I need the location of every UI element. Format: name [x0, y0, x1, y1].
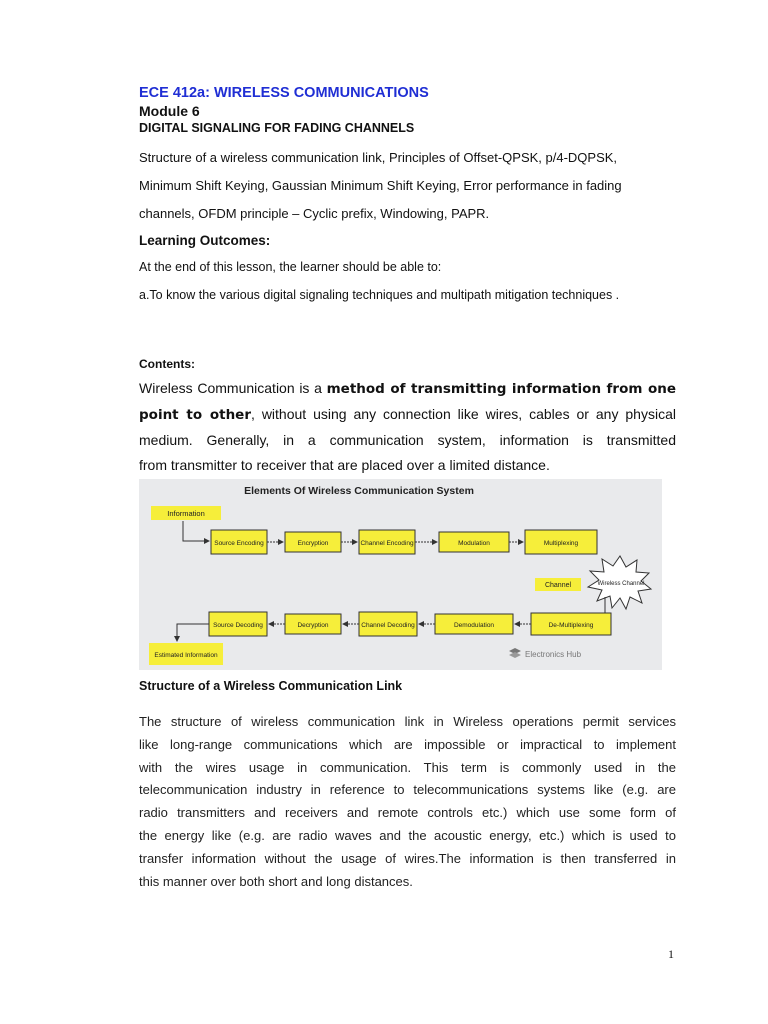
body-line: radio transmitters and receivers and remote controls etc.) which use some form of: [139, 805, 676, 821]
watermark: Electronics Hub: [525, 650, 582, 659]
body-line: the energy like (e.g. are radio waves and the acoustic energy, etc.) which is used to: [139, 827, 676, 843]
rx-block-demodulation: [435, 614, 513, 634]
rx-block-label: Demodulation: [453, 622, 495, 629]
information-label: Information: [167, 509, 205, 518]
body-line: telecommunication industry in reference to telecommunications systems like (e.g. are: [139, 782, 676, 798]
intro-line: [139, 376, 676, 402]
rx-block-channel-decoding: [359, 612, 417, 636]
output-connector: [177, 624, 209, 641]
module-heading: Module 6: [139, 103, 200, 119]
intro-line: [139, 402, 676, 428]
intro-text: Wireless Communication is a: [139, 380, 327, 396]
body-line: with the wires usage in communication. This term is commonly used in the: [139, 759, 676, 775]
rx-block-label: Channel Decoding: [361, 622, 415, 629]
intro-text: , without using any connection like wires, cables or any physical: [251, 406, 676, 422]
diagram-title: Elements Of Wireless Communication System: [244, 485, 474, 497]
diagram-caption: Structure of a Wireless Communication Link: [139, 679, 403, 693]
page-number: 1: [668, 947, 674, 961]
intro-line: medium. Generally, in a communication system, information is transmitted: [139, 432, 676, 448]
intro-paragraph: [139, 376, 676, 478]
rx-block-decryption: [285, 614, 341, 634]
course-title: ECE 412a: WIRELESS COMMUNICATIONS: [139, 85, 429, 101]
tx-block-label: Encryption: [297, 540, 329, 547]
body-line: transfer information without the usage of wires.The information is then transferred in: [139, 850, 676, 866]
body-line: this manner over both short and long distances.: [139, 873, 413, 889]
module-subtitle: DIGITAL SIGNALING FOR FADING CHANNELS: [139, 121, 415, 135]
electronics-hub-logo-icon: [509, 648, 521, 658]
body-line: The structure of wireless communication link in Wireless operations permit services: [139, 714, 676, 729]
channel-tag: Channel: [544, 582, 572, 589]
rx-block-label: Decryption: [297, 622, 329, 629]
rx-block-source-decoding: [209, 612, 267, 636]
topics-line: Structure of a wireless communication link, Principles of Offset-QPSK, p/4-DQPSK,: [139, 150, 618, 165]
wireless-channel-label: Wireless Channel: [597, 581, 645, 587]
tx-block-source-encoding: [211, 530, 267, 554]
wireless-system-diagram: [139, 479, 662, 670]
estimated-information-label: Estimated Information: [154, 652, 218, 659]
tx-block-channel-encoding: [359, 530, 415, 554]
rx-block-label: Source Decoding: [213, 622, 263, 629]
body-line: like long-range communications which are impossible or impractical to implement: [139, 736, 676, 752]
tx-block-encryption: [285, 532, 341, 552]
topics-paragraph: [139, 144, 679, 228]
learning-outcome-item: a.To know the various digital signaling techniques and multipath mitigation techniques .: [139, 288, 620, 302]
contents-heading: Contents:: [139, 357, 195, 371]
rx-block-demultiplexing: [531, 613, 611, 635]
tx-block-modulation: [439, 532, 509, 552]
topics-line: channels, OFDM principle – Cyclic prefix, Windowing, PAPR.: [139, 206, 490, 221]
tx-block-label: Source Encoding: [214, 540, 264, 547]
body-paragraph: [139, 711, 676, 893]
intro-emphasis: method of transmitting information from one: [326, 381, 676, 397]
input-connector: [183, 521, 209, 541]
learning-outcomes-intro: At the end of this lesson, the learner should be able to:: [139, 260, 442, 274]
tx-block-label: Channel Encoding: [360, 540, 414, 547]
tx-block-multiplexing: [525, 530, 597, 554]
learning-outcomes-heading: Learning Outcomes:: [139, 233, 271, 248]
topics-line: Minimum Shift Keying, Gaussian Minimum Shift Keying, Error performance in fading: [139, 178, 622, 193]
tx-block-label: Modulation: [458, 540, 490, 547]
rx-block-label: De-Multiplexing: [548, 622, 594, 629]
intro-line: from transmitter to receiver that are placed over a limited distance.: [139, 457, 550, 473]
tx-block-label: Multiplexing: [543, 540, 579, 547]
intro-emphasis: point to other: [139, 407, 251, 423]
